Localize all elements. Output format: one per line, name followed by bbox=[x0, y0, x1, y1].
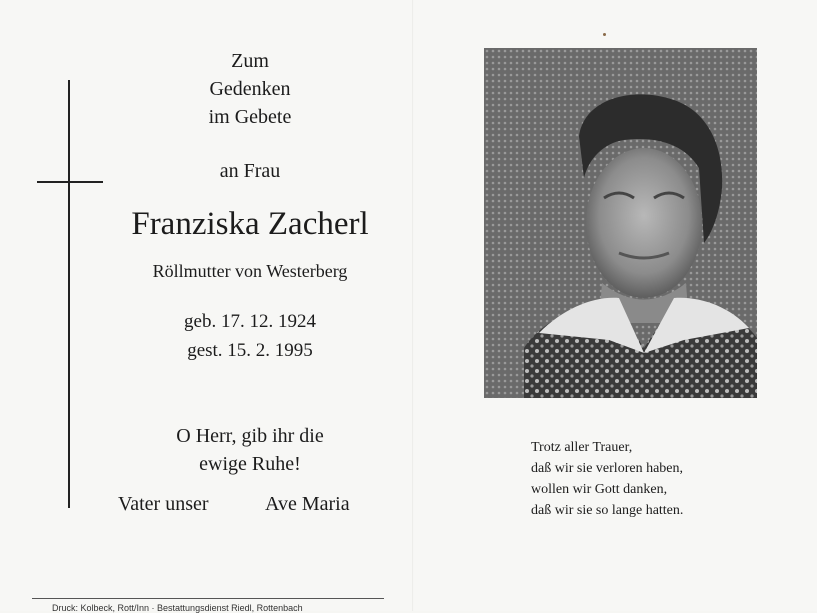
heading-line-3: im Gebete bbox=[208, 106, 292, 128]
card-right-page bbox=[414, 0, 817, 611]
quote-line-2: daß wir sie verloren haben, bbox=[531, 461, 683, 476]
paper-speck bbox=[603, 33, 606, 36]
death-date: gest. 15. 2. 1995 bbox=[187, 340, 313, 361]
prayer-right: Ave Maria bbox=[265, 493, 350, 515]
birth-date: geb. 17. 12. 1924 bbox=[184, 311, 316, 332]
prayer-left: Vater unser bbox=[118, 493, 209, 515]
prayer-line-2: ewige Ruhe! bbox=[199, 453, 301, 475]
prayer-line-1: O Herr, gib ihr die bbox=[176, 425, 324, 447]
deceased-title: Röllmutter von Westerberg bbox=[152, 261, 348, 281]
quote-line-4: daß wir sie so lange hatten. bbox=[531, 503, 684, 518]
memorial-quote bbox=[531, 437, 683, 521]
portrait-photo bbox=[484, 48, 757, 398]
printer-credit: Druck: Kolbeck, Rott/Inn · Bestattungsdienst Riedl, Rottenbach bbox=[52, 603, 303, 613]
heading-line-2: Gedenken bbox=[209, 78, 291, 100]
bottom-rule bbox=[32, 598, 384, 599]
salutation: an Frau bbox=[219, 160, 281, 182]
quote-line-1: Trotz aller Trauer, bbox=[531, 440, 633, 455]
heading-line-1: Zum bbox=[231, 50, 269, 72]
cross-vertical-bar bbox=[68, 80, 70, 508]
quote-line-3: wollen wir Gott danken, bbox=[531, 482, 668, 497]
portrait-image bbox=[484, 48, 757, 398]
deceased-name: Franziska Zacherl bbox=[131, 206, 369, 242]
cross-horizontal-bar bbox=[37, 181, 103, 183]
